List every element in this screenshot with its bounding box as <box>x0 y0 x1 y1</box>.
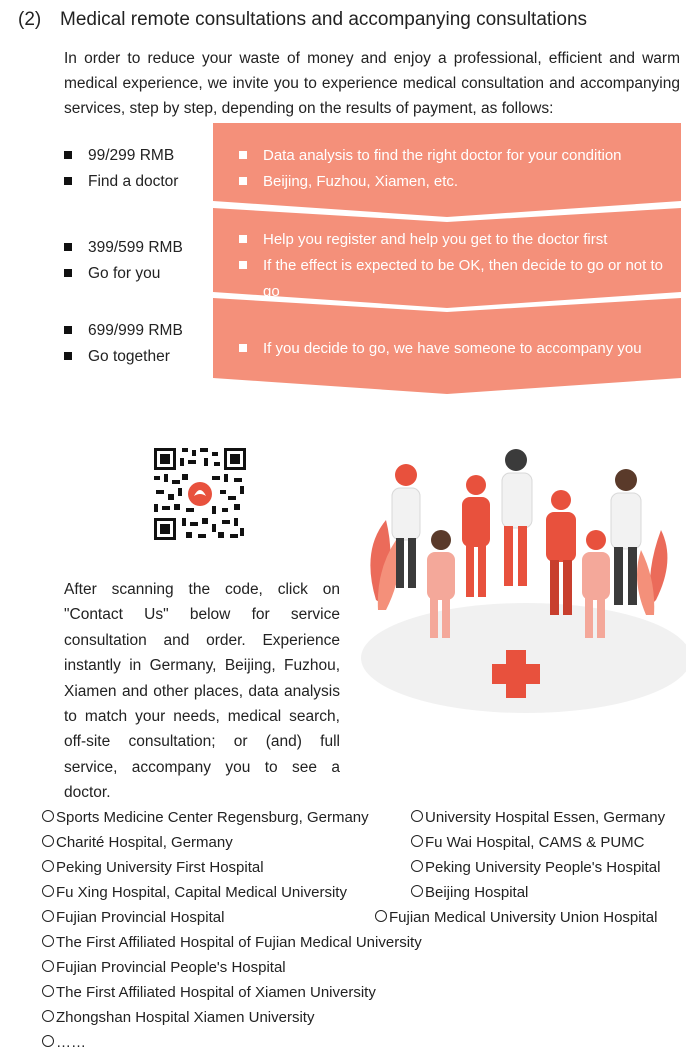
hospital-item: Zhongshan Hospital Xiamen University <box>42 1008 314 1028</box>
circle-bullet-icon <box>42 1010 54 1022</box>
tier-2-list <box>64 235 183 287</box>
hospital-item: The First Affiliated Hospital of Xiamen University <box>42 983 376 1003</box>
hospital-item: Sports Medicine Center Regensburg, Germany <box>42 808 369 828</box>
circle-bullet-icon <box>42 985 54 997</box>
bullet-square-icon <box>64 151 72 159</box>
circle-bullet-icon <box>42 1035 54 1047</box>
circle-bullet-icon <box>42 835 54 847</box>
circle-bullet-icon <box>42 810 54 822</box>
medical-team-illustration <box>356 440 686 720</box>
bullet-square-icon <box>64 326 72 334</box>
bullet-square-icon <box>64 243 72 251</box>
bullet-square-icon <box>64 269 72 277</box>
bullet-square-icon <box>64 177 72 185</box>
hospital-item: Fujian Medical University Union Hospital <box>375 908 657 928</box>
hospital-item: Fujian Provincial Hospital <box>42 908 224 928</box>
section-heading <box>18 9 587 31</box>
tier-1-point-2: Beijing, Fuzhou, Xiamen, etc. <box>263 173 459 190</box>
circle-bullet-icon <box>42 910 54 922</box>
hospital-item: Charité Hospital, Germany <box>42 833 233 853</box>
tier-3-price: 699/999 RMB <box>88 322 183 339</box>
tier-3-service: Go together <box>88 348 170 365</box>
circle-bullet-icon <box>42 960 54 972</box>
tier-2-service: Go for you <box>88 265 161 282</box>
tier-1-chevron <box>213 123 681 217</box>
hospital-item: Beijing Hospital <box>411 883 528 903</box>
hospital-item: …… <box>42 1033 86 1053</box>
circle-bullet-icon <box>42 885 54 897</box>
circle-bullet-icon <box>411 885 423 897</box>
tier-2-point-2: If the effect is expected to be OK, then decide to go or not to go <box>263 257 663 300</box>
tier-3-list <box>64 318 183 370</box>
bullet-square-icon <box>64 352 72 360</box>
scan-instructions: After scanning the code, click on "Contact Us" below for service consultation and order. Experience instantly in Germany, Beijing, Fuzhou, Xiamen and other places, data analysis to match your needs, medical search, off-site consultation; or (and) full service, accompany you to see a doctor. <box>64 581 340 802</box>
hospital-item: University Hospital Essen, Germany <box>411 808 665 828</box>
tier-3-chevron <box>213 298 681 394</box>
circle-bullet-icon <box>411 860 423 872</box>
tier-1-price: 99/299 RMB <box>88 147 175 164</box>
tier-2-chevron <box>213 208 681 308</box>
section-title: Medical remote consultations and accompanying consultations <box>60 9 588 30</box>
tier-1-list <box>64 143 178 195</box>
circle-bullet-icon <box>42 935 54 947</box>
circle-bullet-icon <box>411 810 423 822</box>
tier-2-point-1: Help you register and help you get to the doctor first <box>263 231 608 248</box>
circle-bullet-icon <box>375 910 387 922</box>
section-number: (2) <box>18 9 42 30</box>
intro-paragraph: In order to reduce your waste of money and enjoy a professional, efficient and warm medical experience, we invite you to experience medical consultation and accompanying services, step by step, depending on the results of payment, as follows: <box>64 50 680 117</box>
tier-1-point-1: Data analysis to find the right doctor for your condition <box>263 147 622 164</box>
hospital-item: Fu Wai Hospital, CAMS & PUMC <box>411 833 645 853</box>
hospital-item: Peking University People's Hospital <box>411 858 660 878</box>
hospital-item: Fujian Provincial People's Hospital <box>42 958 286 978</box>
tier-2-price: 399/599 RMB <box>88 239 183 256</box>
tier-3-point-1: If you decide to go, we have someone to accompany you <box>263 340 642 357</box>
tier-1-service: Find a doctor <box>88 173 179 190</box>
qr-code-icon[interactable] <box>152 446 248 542</box>
hospital-item: Fu Xing Hospital, Capital Medical University <box>42 883 347 903</box>
hospital-item: The First Affiliated Hospital of Fujian Medical University <box>42 933 422 953</box>
circle-bullet-icon <box>42 860 54 872</box>
circle-bullet-icon <box>411 835 423 847</box>
hospital-item: Peking University First Hospital <box>42 858 264 878</box>
